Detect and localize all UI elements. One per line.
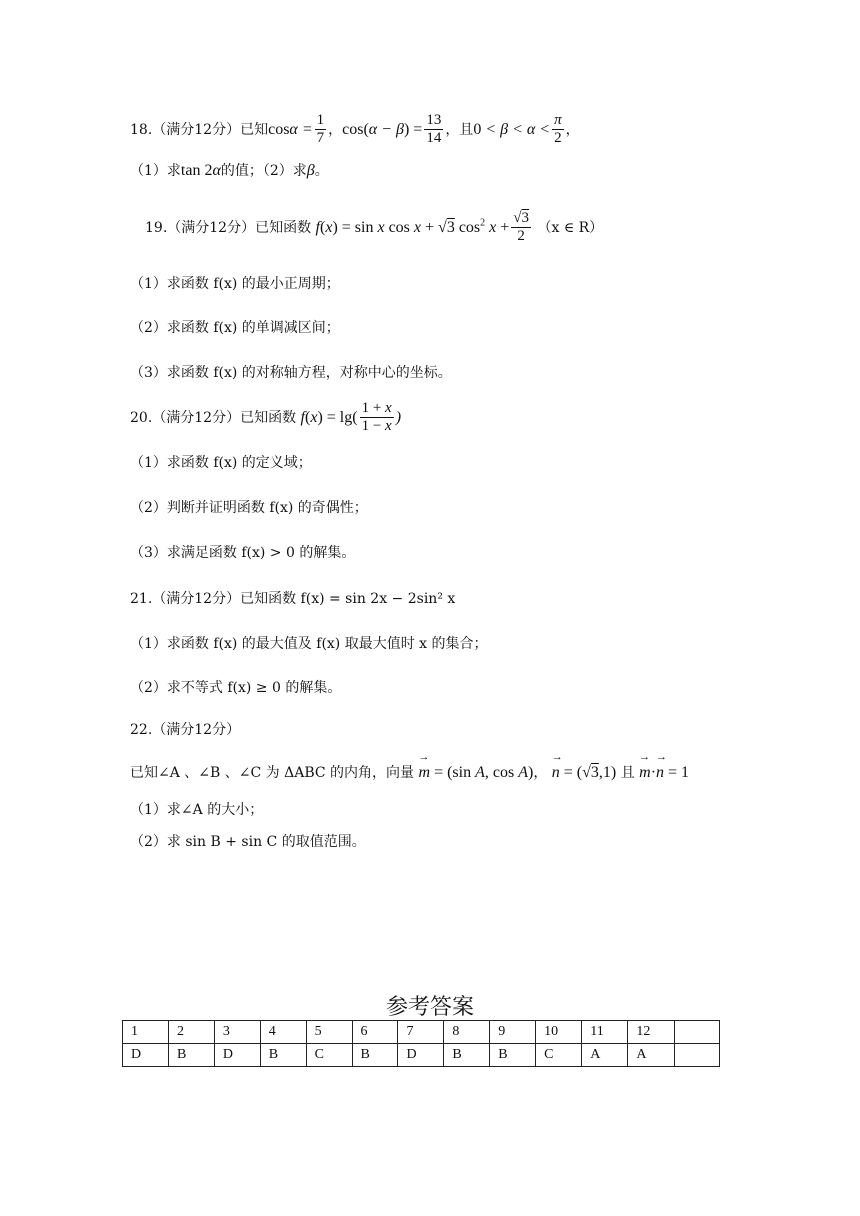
answer-number-cell: 9 [490, 1021, 536, 1044]
answer-table [122, 1020, 720, 1067]
q18-frac-1-7: $\frac{1}{7}$ [316, 112, 325, 147]
answer-letter-row [123, 1044, 720, 1067]
answer-number-cell: 2 [168, 1021, 214, 1044]
q18-tan2a: tan 2α [180, 162, 221, 179]
answer-number-cell: 7 [398, 1021, 444, 1044]
answer-letter-cell: A [582, 1044, 628, 1067]
q20-frac: $\frac{1 + x}{1 - x}$ [361, 400, 392, 435]
answer-number-cell: 5 [306, 1021, 352, 1044]
answer-number-cell: 4 [260, 1021, 306, 1044]
q21-stem: 21.（满分12分）已知函数 f(x) = sin 2x − 2sin² x [130, 591, 456, 607]
q18-stem: 18.（满分12分）已知cosα = $\frac{1}{7}$ ，cos(α − β) = $\frac{13}{14}$ ，且0 < β < α < $\frac{\pi}{2}$ ， [130, 112, 580, 147]
answers-title: 参考答案 [385, 995, 474, 1020]
answer-letter-cell: D [123, 1044, 169, 1067]
answer-number-cell: 8 [444, 1021, 490, 1044]
q20-stem: 20.（满分12分）已知函数 f(x) = lg( $\frac{1 + x}{1 - x}$ ) [130, 400, 402, 435]
answer-letter-cell: C [306, 1044, 352, 1067]
answer-number-cell: 6 [352, 1021, 398, 1044]
q21-part1: （1）求函数 f(x) 的最大值及 f(x) 取最大值时 x 的集合； [130, 636, 488, 652]
answer-letter-cell: B [444, 1044, 490, 1067]
answer-number-cell: 10 [536, 1021, 582, 1044]
answer-number-cell: 1 [123, 1021, 169, 1044]
q19-part2: （2）求函数 f(x) 的单调减区间； [130, 320, 340, 336]
q18-beta: β [306, 162, 315, 179]
q19-stem: 19.（满分12分）已知函数 f(x) = sin x cos x + √3 $\cos^2 x$ + $\frac{√3}{2}$ （x ∈ R） [145, 210, 604, 245]
answer-number-cell: 11 [582, 1021, 628, 1044]
q22-vector-m: → m = (sin A, cos A) [419, 764, 534, 781]
answer-letter-cell [674, 1044, 719, 1067]
q22-header: 22.（满分12分） [130, 722, 241, 738]
q18-cos-diff: cos(α − β) = [342, 120, 423, 138]
q19-domain: （x ∈ R） [537, 219, 604, 236]
q21-formula: f(x) = sin 2x − 2sin² x [300, 591, 456, 607]
q22-vector-n: → n = (√3,1) [552, 764, 616, 781]
q19-part1: （1）求函数 f(x) 的最小正周期； [130, 276, 340, 292]
answer-letter-cell: B [168, 1044, 214, 1067]
q20-formula: f(x) = lg( [300, 408, 358, 426]
answer-letter-cell: D [214, 1044, 260, 1067]
q19-formula: f(x) = sin x cos x + √3 $\cos^2 x$ + [315, 217, 510, 236]
q20-part1: （1）求函数 f(x) 的定义域； [130, 455, 312, 471]
answer-number-cell: 12 [628, 1021, 674, 1044]
q22-part1: （1）求∠A 的大小； [130, 802, 264, 818]
q22-stem: 已知∠A 、∠B 、∠C 为 ΔABC 的内角，向量 → m = (sin A, cos A)， → n = (√3,1) 且 → m·→ n = 1 [130, 765, 689, 781]
answer-number-row [123, 1021, 720, 1044]
q18-subquestions: （1）求tan 2α的值；（2）求β。 [130, 162, 329, 179]
answer-letter-cell: B [352, 1044, 398, 1067]
q20-part2: （2）判断并证明函数 f(x) 的奇偶性； [130, 500, 368, 516]
q19-part3: （3）求函数 f(x) 的对称轴方程，对称中心的坐标。 [130, 365, 452, 381]
q18-inequality: 0 < β < α < [473, 120, 551, 138]
answer-number-cell [674, 1021, 719, 1044]
q18-label: 18.（满分12分）已知 [130, 121, 269, 138]
answer-letter-cell: B [260, 1044, 306, 1067]
answer-letter-cell: B [490, 1044, 536, 1067]
q18-frac-pi-2: $\frac{\pi}{2}$ [554, 112, 562, 147]
q21-part2: （2）求不等式 f(x) ≥ 0 的解集。 [130, 680, 342, 696]
q18-frac-13-14: $\frac{13}{14}$ [426, 112, 442, 147]
answer-letter-cell: A [628, 1044, 674, 1067]
q22-dot-product: → m·→ n = 1 [639, 764, 689, 781]
answer-letter-cell: D [398, 1044, 444, 1067]
answer-letter-cell: C [536, 1044, 582, 1067]
q19-frac-sqrt3-2: $\frac{√3}{2}$ [513, 210, 530, 245]
q20-part3: （3）求满足函数 f(x) > 0 的解集。 [130, 545, 356, 561]
answer-number-cell: 3 [214, 1021, 260, 1044]
q18-cos-alpha: cosα = [268, 120, 313, 138]
q22-part2: （2）求 sin B + sin C 的取值范围。 [130, 834, 366, 850]
